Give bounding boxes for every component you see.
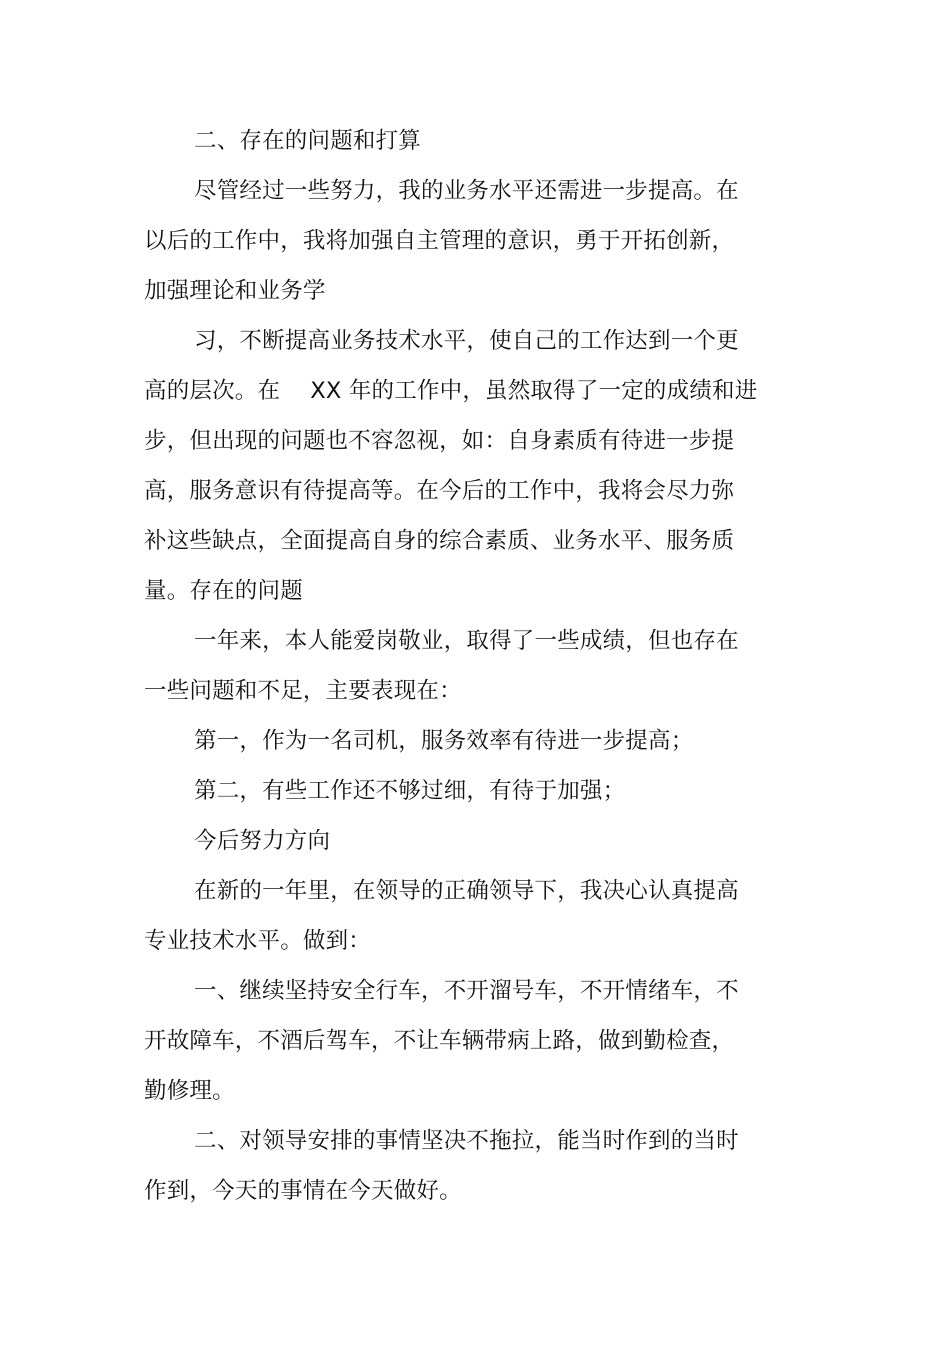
paragraph-line: 尽管经过一些努力，我的业务水平还需进一步提高。在 [194, 178, 739, 204]
paragraph-line: 一年来，本人能爱岗敬业，取得了一些成绩，但也存在 [194, 628, 739, 654]
section-heading-problems-and-plans: 二、存在的问题和打算 [194, 128, 422, 154]
paragraph-line: 在新的一年里，在领导的正确领导下，我决心认真提高 [194, 878, 739, 904]
paragraph-line: 加强理论和业务学 [144, 278, 326, 304]
section-heading-future-direction: 今后努力方向 [194, 828, 331, 854]
paragraph-line: 开故障车，不酒后驾车，不让车辆带病上路，做到勤检查， [144, 1028, 735, 1054]
paragraph-line: 高，服务意识有待提高等。在今后的工作中，我将会尽力弥 [144, 478, 735, 504]
paragraph-line: 一些问题和不足，主要表现在： [144, 678, 462, 704]
paragraph-line: 专业技术水平。做到： [144, 928, 372, 954]
list-item-two: 二、对领导安排的事情坚决不拖拉，能当时作到的当时 [194, 1128, 739, 1154]
paragraph-line: 习，不断提高业务技术水平，使自己的工作达到一个更 [194, 328, 739, 354]
paragraph-line: 勤修理。 [144, 1078, 235, 1104]
paragraph-line: 以后的工作中，我将加强自主管理的意识，勇于开拓创新， [144, 228, 735, 254]
paragraph-line: 量。存在的问题 [144, 578, 303, 604]
list-item-one: 一、继续坚持安全行车，不开溜号车，不开情绪车，不 [194, 978, 739, 1004]
paragraph-line: 高的层次。在 XX 年的工作中，虽然取得了一定的成绩和进 [144, 378, 758, 404]
paragraph-line: 补这些缺点，全面提高自身的综合素质、业务水平、服务质 [144, 528, 735, 554]
paragraph-line: 作到，今天的事情在今天做好。 [144, 1178, 462, 1204]
list-item-first: 第一，作为一名司机，服务效率有待进一步提高； [194, 728, 694, 754]
paragraph-line: 步，但出现的问题也不容忽视，如：自身素质有待进一步提 [144, 428, 735, 454]
list-item-second: 第二，有些工作还不够过细，有待于加强； [194, 778, 626, 804]
